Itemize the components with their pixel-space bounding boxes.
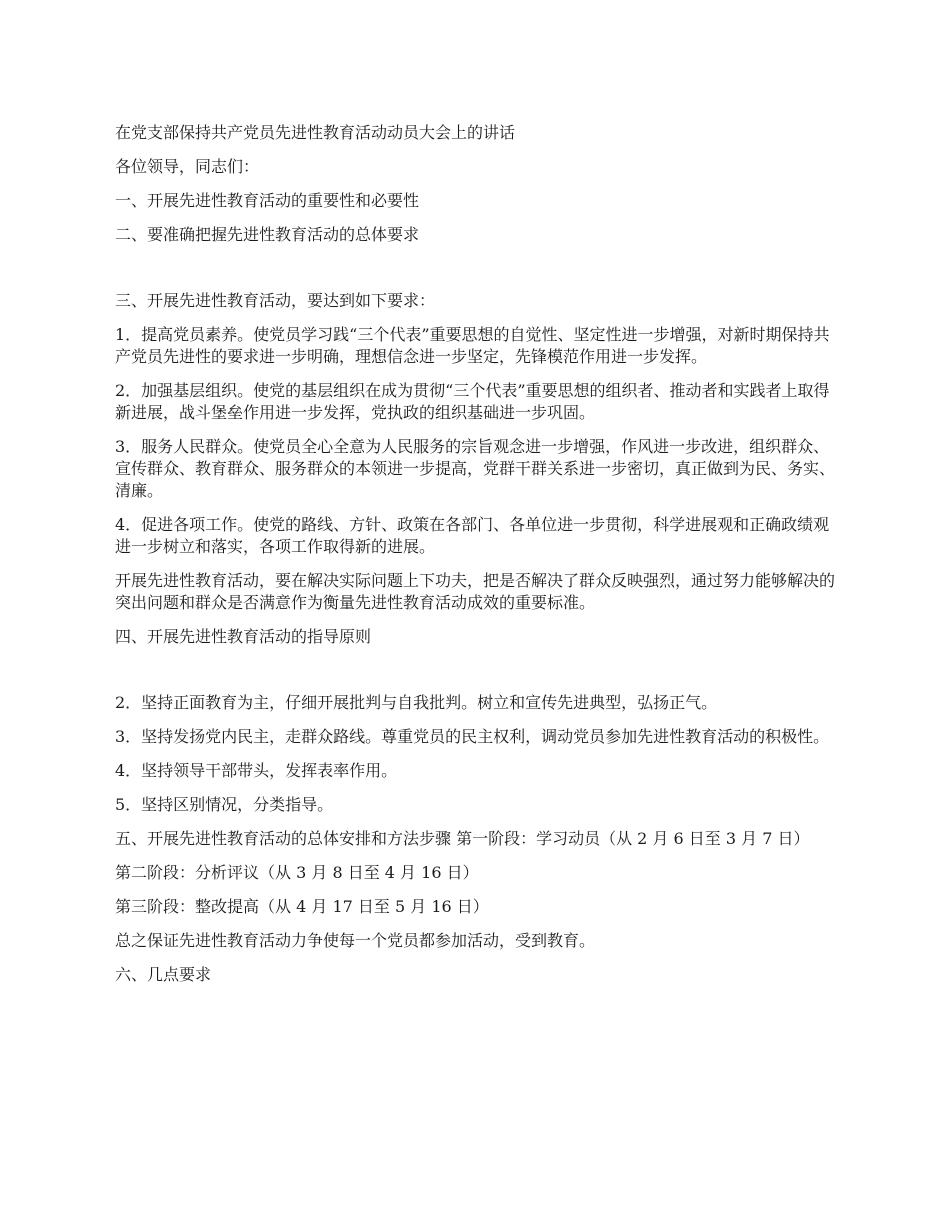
section-heading-6: 六、几点要求 — [115, 965, 212, 984]
section-heading-2: 二、要准确把握先进性教育活动的总体要求 — [115, 225, 420, 244]
document-body — [115, 122, 840, 998]
principle-2: 2．坚持正面教育为主，仔细开展批判与自我批判。树立和宣传先进典型，弘扬正气。 — [115, 693, 718, 712]
principle-4: 4．坚持领导干部带头，发挥表率作用。 — [115, 761, 398, 780]
stage-3: 第三阶段：整改提高（从 4 月 17 日至 5 月 16 日） — [115, 897, 489, 916]
section-heading-5: 五、开展先进性教育活动的总体安排和方法步骤 第一阶段：学习动员（从 2 月 6 日至 3 月 7 日） — [115, 829, 810, 848]
requirement-2: 2．加强基层组织。使党的基层组织在成为贯彻“三个代表”重要思想的组织者、推动者和实践者上取得新进展，战斗堡垒作用进一步发挥，党执政的组织基础进一步巩固。 — [115, 381, 830, 422]
blank-space — [115, 258, 840, 290]
section-heading-4: 四、开展先进性教育活动的指导原则 — [115, 627, 372, 646]
section-heading-1: 一、开展先进性教育活动的重要性和必要性 — [115, 191, 420, 210]
document-title: 在党支部保持共产党员先进性教育活动动员大会上的讲话 — [115, 123, 516, 142]
requirement-4: 4．促进各项工作。使党的路线、方针、政策在各部门、各单位进一步贯彻，科学进展观和正确政绩观进一步树立和落实，各项工作取得新的进展。 — [115, 515, 830, 556]
principle-3: 3．坚持发扬党内民主，走群众路线。尊重党员的民主权利，调动党员参加先进性教育活动的积极性。 — [115, 727, 830, 746]
requirement-3: 3．服务人民群众。使党员全心全意为人民服务的宗旨观念进一步增强，作风进一步改进，组织群众、宣传群众、教育群众、服务群众的本领进一步提高，党群干群关系进一步密切，真正做到为民、务实、清廉。 — [115, 437, 836, 500]
stage-2: 第二阶段：分析评议（从 3 月 8 日至 4 月 16 日） — [115, 863, 479, 882]
principle-5: 5．坚持区别情况，分类指导。 — [115, 795, 334, 814]
section-heading-3: 三、开展先进性教育活动，要达到如下要求： — [115, 291, 436, 310]
requirement-1: 1．提高党员素养。使党员学习践“三个代表”重要思想的自觉性、坚定性进一步增强，对新时期保持共产党员先进性的要求进一步明确，理想信念进一步坚定，先锋模范作用进一步发挥。 — [115, 325, 830, 366]
salutation: 各位领导，同志们： — [115, 157, 260, 176]
blank-space — [115, 660, 840, 692]
standard-paragraph: 开展先进性教育活动，要在解决实际问题上下功夫，把是否解决了群众反映强烈，通过努力能够解决的突出问题和群众是否满意作为衡量先进性教育活动成效的重要标准。 — [115, 571, 836, 612]
summary-paragraph: 总之保证先进性教育活动力争使每一个党员都参加活动，受到教育。 — [115, 931, 596, 950]
